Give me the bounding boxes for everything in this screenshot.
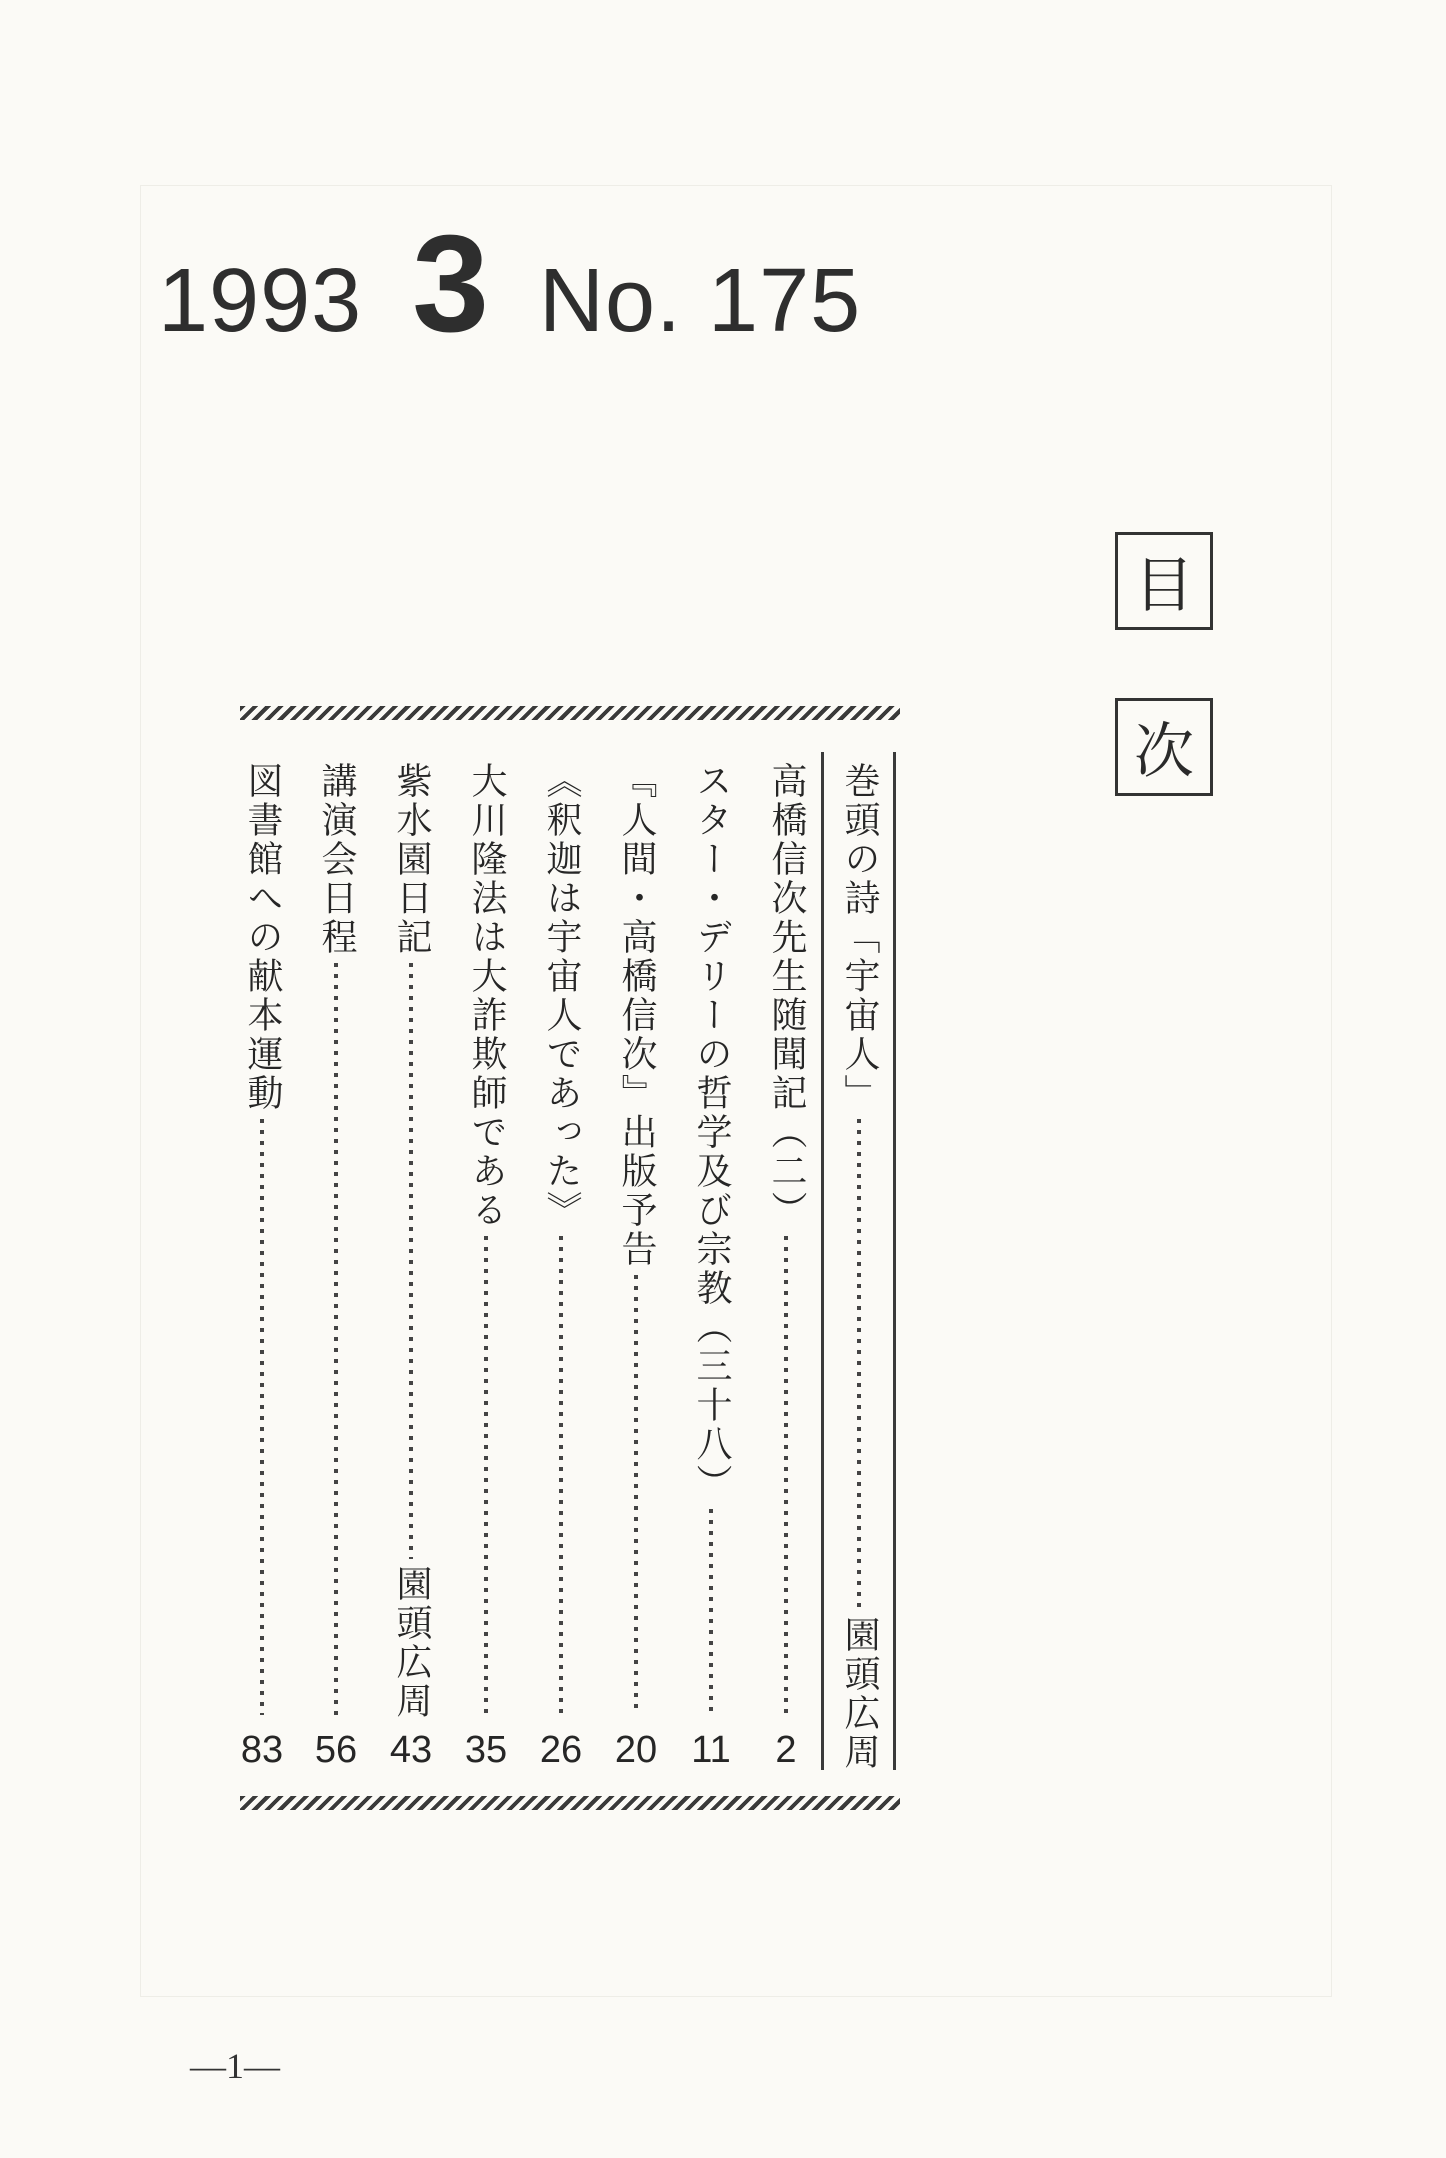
- toc-entry[interactable]: [385, 762, 437, 1772]
- issue-year: 1993: [158, 251, 363, 351]
- toc-entry-page: 20: [614, 1729, 658, 1771]
- toc-entry-page: 26: [539, 1729, 583, 1771]
- contents-heading-char-1: 目: [1115, 532, 1213, 630]
- toc-entry-title: 高橋信次先生随聞記（二）: [766, 762, 807, 1230]
- toc-dot-leader: [484, 1236, 488, 1715]
- toc-entry[interactable]: [236, 762, 288, 1772]
- toc-entry-page: 43: [389, 1729, 433, 1771]
- toc-entry-page: 2: [775, 1729, 797, 1771]
- toc-entry-title: 巻頭の詩「宇宙人」: [839, 762, 880, 1113]
- toc-entry-author: 園頭広周: [839, 1616, 880, 1772]
- toc-entry[interactable]: [610, 762, 662, 1772]
- toc-entry-title: 《釈迦は宇宙人であった》: [541, 762, 582, 1230]
- toc-entry-title: 『人間・高橋信次』出版予告: [616, 762, 657, 1269]
- page-folio: —1—: [190, 2046, 280, 2086]
- toc-dot-leader: [409, 963, 413, 1559]
- contents-heading-char-2: 次: [1115, 698, 1213, 796]
- toc-dot-leader: [334, 963, 338, 1715]
- toc-entry[interactable]: [760, 762, 812, 1772]
- toc-entry-page: 56: [314, 1729, 358, 1771]
- toc-dot-leader: [260, 1119, 264, 1715]
- toc-entry[interactable]: [833, 762, 885, 1772]
- toc-entry-author: 園頭広周: [391, 1565, 432, 1721]
- toc-entry[interactable]: [685, 762, 737, 1772]
- toc-dot-leader: [709, 1509, 713, 1715]
- toc-entry-title: 図書館への献本運動: [242, 762, 283, 1113]
- toc-entry-title: スター・デリーの哲学及び宗教（三十八）: [691, 762, 732, 1503]
- toc-dot-leader: [559, 1236, 563, 1715]
- toc-entry-page: 35: [464, 1729, 508, 1771]
- toc-entry-page: 11: [691, 1729, 731, 1771]
- toc-dot-leader: [634, 1275, 638, 1715]
- toc-dot-leader: [784, 1236, 788, 1715]
- toc-entry-page: 83: [240, 1729, 284, 1771]
- toc-entry-title: 講演会日程: [316, 762, 357, 957]
- issue-month: 3: [412, 207, 489, 361]
- toc-entry-title: 大川隆法は大詐欺師である: [466, 762, 507, 1230]
- toc-entry[interactable]: [460, 762, 512, 1772]
- toc-dot-leader: [857, 1119, 861, 1610]
- toc-entry[interactable]: [310, 762, 362, 1772]
- toc-entry-title: 紫水園日記: [391, 762, 432, 957]
- toc-entry[interactable]: [535, 762, 587, 1772]
- issue-number: No. 175: [538, 251, 862, 351]
